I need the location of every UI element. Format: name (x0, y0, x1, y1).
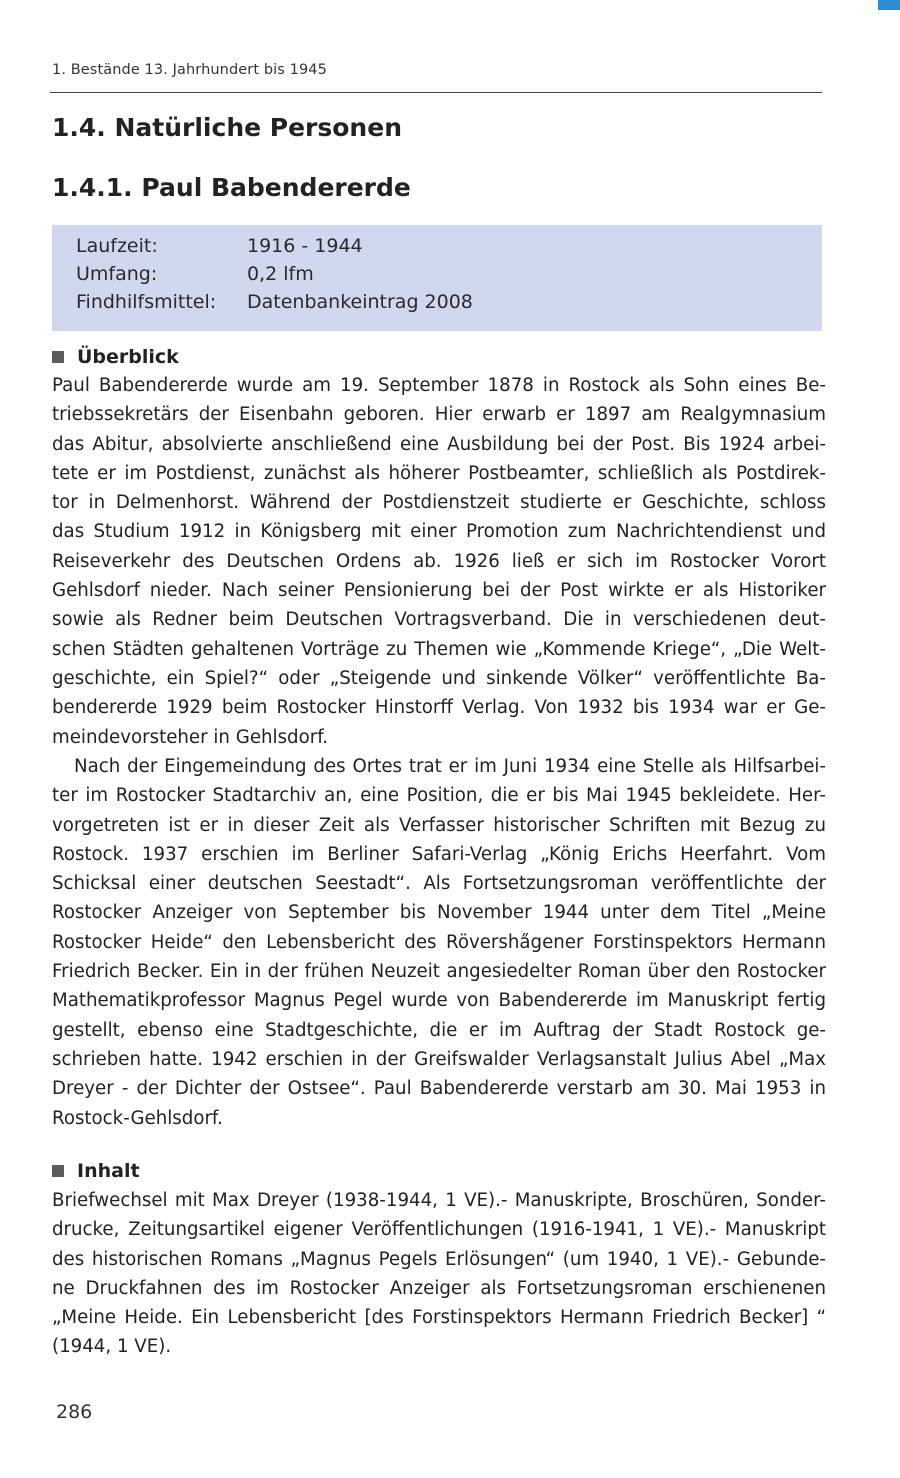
running-header: 1. Bestände 13. Jahrhundert bis 1945 (52, 62, 327, 78)
text-line: (1944, 1 VE). (52, 1336, 172, 1358)
heading-ueberblick-text: Überblick (77, 346, 179, 368)
square-bullet-icon (52, 1165, 64, 1177)
meta-value-laufzeit: 1916 - 1944 (247, 235, 363, 257)
text-line: Gehlsdorf nieder. Nach seiner Pensionierung bei der Post wirkte er als Historiker (52, 580, 826, 602)
text-line: meindevorsteher in Gehlsdorf. (52, 726, 329, 748)
page-number: 286 (56, 1401, 93, 1423)
text-line: das Abitur, absolvierte anschließend eine Ausbildung bei der Post. Bis 1924 arbei- (52, 433, 826, 455)
inhalt-paragraph (52, 1186, 826, 1362)
text-line: Paul Babendererde wurde am 19. September 1878 in Rostock als Sohn eines Be- (52, 375, 826, 396)
text-line: schen Städten gehaltenen Vorträge zu Themen wie „Kommende Kriege“, „Die Welt- (52, 638, 826, 660)
text-line: das Studium 1912 in Königsberg mit einer Promotion zum Nachrichtendienst und (52, 521, 826, 543)
subsection-title: 1.4.1. Paul Babendererde (52, 173, 411, 202)
text-line: Mathematikprofessor Magnus Pegel wurde von Babendererde im Manuskript fertig (52, 990, 826, 1012)
heading-ueberblick (52, 346, 179, 368)
meta-label-laufzeit: Laufzeit: (76, 235, 158, 257)
text-line: tor in Delmenhorst. Während der Postdienstzeit studierte er Geschichte, schloss (52, 492, 826, 514)
text-line: drucke, Zeitungsartikel eigener Veröffentlichungen (1916-1941, 1 VE).- Manuskript (52, 1219, 826, 1241)
text-line: des historischen Romans „Magnus Pegels Erlösungen“ (um 1940, 1 VE).- Gebunde- (52, 1248, 826, 1270)
page-edge-mark (878, 0, 900, 10)
text-line: geschichte, ein Spiel?“ oder „Steigende und sinkende Völker“ veröffentlichte Ba- (52, 667, 826, 689)
header-rule (50, 92, 822, 93)
meta-label-findhilfsmittel: Findhilfsmittel: (76, 291, 217, 313)
meta-value-findhilfsmittel: Datenbankeintrag 2008 (247, 291, 473, 313)
text-line: vorgetreten ist er in dieser Zeit als Verfasser historischer Schriften mit Bezug zu (52, 814, 826, 836)
text-line: Nach der Eingemeindung des Ortes trat er im Juni 1934 eine Stelle als Hilfsarbei- (74, 756, 826, 777)
text-line: Dreyer - der Dichter der Ostsee“. Paul Babendererde verstarb am 30. Mai 1953 in (52, 1078, 826, 1100)
meta-label-umfang: Umfang: (76, 263, 158, 285)
section-title: 1.4. Natürliche Personen (52, 113, 402, 142)
text-line: tete er im Postdienst, zunächst als höherer Postbeamter, schließlich als Postdirek- (52, 462, 826, 484)
text-line: triebssekretärs der Eisenbahn geboren. Hier erwarb er 1897 am Realgymnasium (52, 404, 826, 426)
meta-value-umfang: 0,2 lfm (247, 263, 314, 285)
text-line: Briefwechsel mit Max Dreyer (1938-1944, 1 VE).- Manuskripte, Broschüren, Sonder- (52, 1190, 826, 1211)
square-bullet-icon (52, 351, 64, 363)
text-line: ter im Rostocker Stadtarchiv an, eine Position, die er bis Mai 1945 bekleidete. Her- (52, 785, 826, 807)
text-line: gestellt, ebenso eine Stadtgeschichte, die er im Auftrag der Stadt Rostock ge- (52, 1019, 826, 1041)
text-line: Friedrich Becker. Ein in der frühen Neuzeit angesiedelter Roman über den Rostocker (52, 961, 826, 983)
ueberblick-paragraph-2 (52, 752, 826, 1133)
text-line: Rostocker Anzeiger von September bis November 1944 unter dem Titel „Meine (52, 902, 826, 924)
text-line: Rostock-Gehlsdorf. (52, 1107, 223, 1129)
text-line: bendererde 1929 beim Rostocker Hinstorff Verlag. Von 1932 bis 1934 war er Ge- (52, 697, 826, 719)
text-line: Reiseverkehr des Deutschen Ordens ab. 1926 ließ er sich im Rostocker Vorort (52, 550, 826, 572)
metadata-box (52, 225, 822, 331)
text-line: ne Druckfahnen des im Rostocker Anzeiger als Fortsetzungsroman erschienenen (52, 1277, 826, 1299)
text-line: Rostock. 1937 erschien im Berliner Safari-Verlag „König Erichs Heerfahrt. Vom (52, 843, 826, 865)
heading-inhalt (52, 1160, 140, 1182)
ueberblick-paragraph-1 (52, 371, 826, 752)
heading-inhalt-text: Inhalt (77, 1160, 140, 1182)
text-line: Rostocker Heide“ den Lebensbericht des Röversha̋gener Forstinspektors Hermann (52, 931, 826, 953)
text-line: Schicksal einer deutschen Seestadt“. Als Fortsetzungsroman veröffentlichte der (52, 873, 826, 895)
text-line: schrieben hatte. 1942 erschien in der Greifswalder Verlagsanstalt Julius Abel „Max (52, 1048, 826, 1070)
text-line: „Meine Heide. Ein Lebensbericht [des Forstinspektors Hermann Friedrich Becker] “ (52, 1307, 826, 1329)
text-line: sowie als Redner beim Deutschen Vortragsverband. Die in verschiedenen deut- (52, 609, 826, 631)
